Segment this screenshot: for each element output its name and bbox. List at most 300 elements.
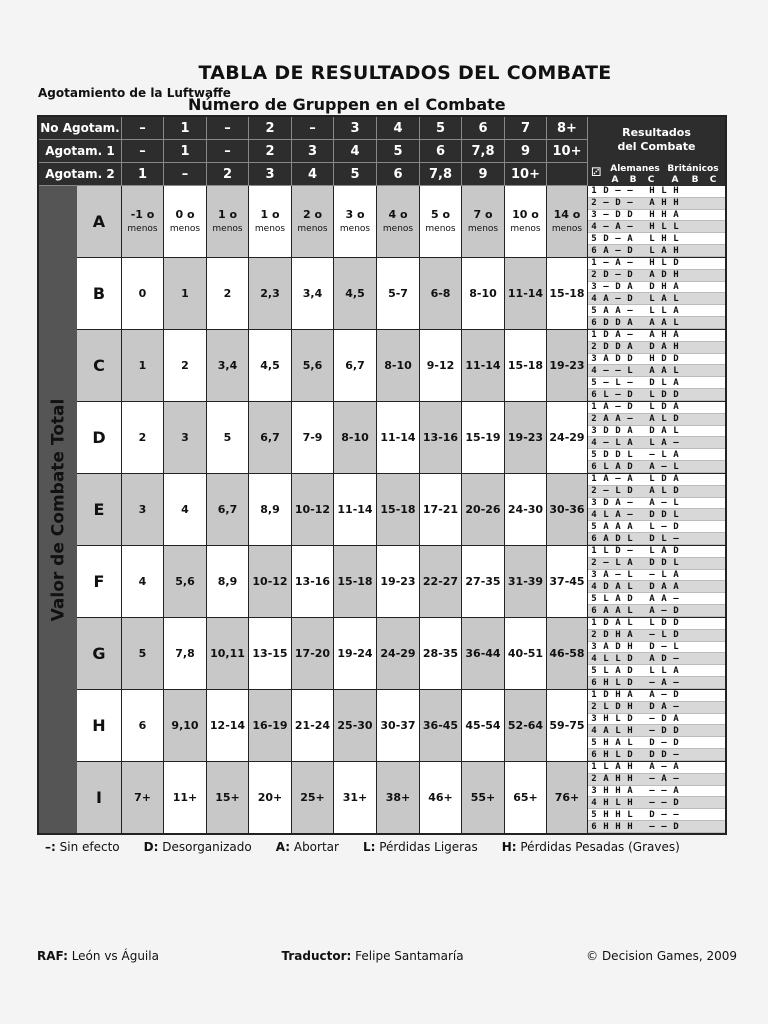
cell-value: 36-44 bbox=[465, 646, 501, 660]
result-line bbox=[588, 593, 725, 605]
result-value: – bbox=[603, 377, 609, 388]
table-cell bbox=[292, 546, 334, 617]
results-block bbox=[588, 546, 725, 617]
cell-value: 24-29 bbox=[380, 646, 416, 660]
result-value: D bbox=[673, 618, 679, 629]
legend bbox=[45, 840, 735, 854]
cell-value: 13-16 bbox=[422, 430, 459, 444]
table-row bbox=[77, 402, 725, 474]
header-cell: 3 bbox=[334, 117, 377, 140]
cell-value: 4,5 bbox=[345, 286, 365, 300]
result-value: A bbox=[603, 402, 609, 413]
result-value: L bbox=[649, 546, 655, 557]
result-value: D bbox=[603, 317, 609, 328]
result-value: A bbox=[615, 762, 621, 773]
cell-value: 3 bbox=[138, 502, 147, 516]
result-value: D bbox=[661, 749, 667, 760]
table-cell bbox=[505, 546, 547, 617]
cell-value: 15-18 bbox=[380, 502, 416, 516]
result-line bbox=[588, 365, 725, 377]
result-value: L bbox=[615, 653, 621, 664]
result-value: 4 bbox=[591, 797, 597, 808]
table-cell bbox=[462, 258, 505, 329]
result-value: 5 bbox=[591, 593, 597, 604]
cell-value: 8,9 bbox=[217, 574, 238, 588]
header-cell: 7,8 bbox=[420, 163, 462, 186]
result-line bbox=[588, 233, 725, 245]
result-value: D bbox=[649, 702, 655, 713]
result-value: A bbox=[615, 509, 621, 520]
header-cell: – bbox=[122, 140, 164, 163]
result-value: H bbox=[603, 786, 609, 797]
result-line bbox=[588, 618, 725, 630]
result-value: L bbox=[649, 233, 655, 244]
result-line bbox=[588, 426, 725, 438]
cell-value: 31-39 bbox=[507, 574, 544, 588]
header-row bbox=[39, 163, 588, 186]
table-cell bbox=[505, 330, 547, 401]
result-line bbox=[588, 186, 725, 198]
table-row bbox=[77, 330, 725, 402]
table-cell bbox=[420, 330, 462, 401]
table-cell bbox=[377, 258, 420, 329]
result-value: D bbox=[661, 725, 667, 736]
result-value: 4 bbox=[591, 653, 597, 664]
cell-value: 8,9 bbox=[260, 502, 280, 516]
table-cell bbox=[420, 690, 462, 761]
cell-value: 46-58 bbox=[549, 646, 585, 660]
result-value: D bbox=[603, 498, 609, 509]
result-value: – bbox=[649, 774, 655, 785]
result-value: – bbox=[649, 786, 655, 797]
result-line bbox=[588, 786, 725, 798]
result-value: 2 bbox=[591, 630, 597, 641]
result-value: 6 bbox=[591, 389, 597, 400]
cell-value: 9,10 bbox=[171, 718, 199, 732]
result-value: 5 bbox=[591, 449, 597, 460]
result-value: A bbox=[627, 521, 633, 532]
table-cell bbox=[207, 762, 249, 833]
result-value: L bbox=[627, 570, 633, 581]
table-cell bbox=[547, 186, 588, 257]
table-cell bbox=[292, 762, 334, 833]
result-value: – bbox=[615, 270, 621, 281]
table-cell bbox=[292, 402, 334, 473]
table-cell bbox=[164, 330, 207, 401]
cell-value: 9-12 bbox=[426, 358, 455, 372]
britanicos-label: Británicos bbox=[667, 163, 719, 174]
table-cell bbox=[164, 186, 207, 257]
result-value: D bbox=[603, 426, 609, 437]
result-line bbox=[588, 402, 725, 414]
result-value: D bbox=[673, 389, 679, 400]
result-value: L bbox=[673, 221, 679, 232]
result-value: D bbox=[615, 342, 621, 353]
table-cell bbox=[420, 402, 462, 473]
row-letter: I bbox=[77, 762, 122, 833]
cell-value: 5 bbox=[223, 430, 232, 444]
result-line bbox=[588, 690, 725, 702]
result-value: D bbox=[673, 354, 679, 365]
result-line bbox=[588, 653, 725, 665]
result-value: L bbox=[603, 665, 609, 676]
results-title bbox=[588, 117, 725, 163]
result-value: L bbox=[649, 293, 655, 304]
result-value: A bbox=[627, 342, 633, 353]
result-value: L bbox=[649, 618, 655, 629]
result-value: D bbox=[603, 330, 609, 341]
table-cell bbox=[420, 546, 462, 617]
gruppen-subtitle: Número de Gruppen en el Combate bbox=[188, 95, 506, 114]
cell-value: 15-19 bbox=[465, 430, 501, 444]
result-line bbox=[588, 605, 725, 617]
cell-value: 13-15 bbox=[252, 646, 288, 660]
result-value: A bbox=[627, 233, 633, 244]
result-line bbox=[588, 354, 725, 366]
luftwaffe-exhaustion-label: Agotamiento de la Luftwaffe bbox=[38, 86, 231, 100]
cell-value: 1 o bbox=[260, 207, 280, 221]
result-value: L bbox=[627, 449, 633, 460]
cell-note: menos bbox=[254, 223, 286, 234]
result-value: 1 bbox=[591, 402, 597, 413]
cell-value: 2 o bbox=[302, 207, 323, 221]
result-value: D bbox=[603, 186, 609, 197]
result-line bbox=[588, 809, 725, 821]
result-value: H bbox=[627, 725, 633, 736]
table-row bbox=[77, 474, 725, 546]
result-value: H bbox=[661, 198, 667, 209]
result-value: – bbox=[627, 305, 633, 316]
header-cell: 10+ bbox=[505, 163, 547, 186]
result-value: L bbox=[603, 762, 609, 773]
result-value: H bbox=[603, 797, 609, 808]
result-value: A bbox=[615, 737, 621, 748]
table-row bbox=[77, 258, 725, 330]
result-value: L bbox=[649, 474, 655, 485]
result-value: – bbox=[627, 509, 633, 520]
result-value: H bbox=[615, 774, 621, 785]
cell-note: menos bbox=[425, 223, 456, 234]
result-value: 1 bbox=[591, 762, 597, 773]
row-letter: A bbox=[77, 186, 122, 257]
result-line bbox=[588, 198, 725, 210]
row-letter: D bbox=[77, 402, 122, 473]
vertical-axis-label bbox=[39, 186, 77, 833]
cell-value: 5 o bbox=[430, 207, 451, 221]
legend-text: Abortar bbox=[293, 840, 339, 854]
result-value: H bbox=[673, 245, 679, 256]
cell-value: 7-9 bbox=[302, 430, 323, 444]
result-value: 4 bbox=[591, 437, 597, 448]
column-letter: B bbox=[629, 175, 637, 185]
result-value: D bbox=[627, 210, 633, 221]
table-cell bbox=[420, 618, 462, 689]
result-value: – bbox=[649, 570, 655, 581]
result-value: H bbox=[627, 702, 633, 713]
result-value: – bbox=[673, 533, 679, 544]
result-value: L bbox=[603, 546, 609, 557]
header-cell: – bbox=[122, 117, 164, 140]
cell-value: 76+ bbox=[554, 790, 580, 804]
result-value: A bbox=[603, 570, 609, 581]
result-value: D bbox=[649, 737, 655, 748]
header-cell: 7 bbox=[505, 117, 547, 140]
results-block bbox=[588, 618, 725, 689]
result-value: – bbox=[673, 653, 679, 664]
result-value: A bbox=[627, 786, 633, 797]
cell-value: 17-20 bbox=[294, 646, 331, 660]
result-value: H bbox=[603, 809, 609, 820]
result-value: – bbox=[603, 365, 609, 376]
result-value: H bbox=[615, 809, 621, 820]
cell-value: 37-45 bbox=[549, 574, 585, 588]
result-value: A bbox=[627, 282, 633, 293]
result-value: D bbox=[603, 690, 609, 701]
cell-value: 6,7 bbox=[260, 430, 280, 444]
table-cell bbox=[292, 186, 334, 257]
result-value: D bbox=[661, 402, 667, 413]
result-value: A bbox=[661, 365, 667, 376]
result-value: L bbox=[649, 665, 655, 676]
cell-note: menos bbox=[339, 223, 371, 234]
table-cell bbox=[207, 618, 249, 689]
result-value: A bbox=[649, 270, 655, 281]
result-line bbox=[588, 270, 725, 282]
result-value: H bbox=[673, 186, 679, 197]
result-line bbox=[588, 774, 725, 786]
result-value: – bbox=[603, 282, 609, 293]
page-title: TABLA DE RESULTADOS DEL COMBATE bbox=[198, 62, 612, 84]
result-value: D bbox=[673, 605, 679, 616]
result-value: D bbox=[603, 342, 609, 353]
result-value: H bbox=[627, 821, 633, 832]
cell-value: 4 bbox=[138, 574, 147, 588]
cell-value: 5,6 bbox=[302, 358, 323, 372]
cell-value: 6 bbox=[138, 718, 147, 732]
cell-value: 7 o bbox=[473, 207, 493, 221]
table-cell bbox=[207, 402, 249, 473]
cell-value: 30-37 bbox=[380, 718, 416, 732]
result-line bbox=[588, 749, 725, 761]
cell-value: 40-51 bbox=[507, 646, 544, 660]
result-value: A bbox=[661, 437, 667, 448]
row-letter: E bbox=[77, 474, 122, 545]
cell-value: 17-21 bbox=[422, 502, 459, 516]
result-value: A bbox=[603, 533, 609, 544]
column-letter: B bbox=[691, 175, 699, 185]
result-value: – bbox=[661, 521, 667, 532]
result-value: L bbox=[627, 737, 633, 748]
result-line bbox=[588, 558, 725, 570]
cell-value: 24-30 bbox=[507, 502, 544, 516]
result-value: L bbox=[603, 509, 609, 520]
result-value: – bbox=[673, 809, 679, 820]
result-value: A bbox=[603, 642, 609, 653]
result-line bbox=[588, 570, 725, 582]
result-value: 6 bbox=[591, 245, 597, 256]
table-row bbox=[77, 546, 725, 618]
result-line bbox=[588, 737, 725, 749]
result-value: D bbox=[661, 509, 667, 520]
result-value: D bbox=[627, 245, 633, 256]
result-value: D bbox=[661, 270, 667, 281]
cell-note: menos bbox=[467, 223, 499, 234]
result-value: L bbox=[661, 449, 667, 460]
result-value: L bbox=[661, 665, 667, 676]
result-value: 2 bbox=[591, 414, 597, 425]
result-line bbox=[588, 486, 725, 498]
cell-value: 6,7 bbox=[345, 358, 365, 372]
result-value: D bbox=[673, 690, 679, 701]
result-value: A bbox=[627, 474, 633, 485]
result-value: A bbox=[615, 498, 621, 509]
cell-value: 59-75 bbox=[549, 718, 585, 732]
table-cell bbox=[249, 546, 292, 617]
table-cell bbox=[122, 762, 164, 833]
result-value: – bbox=[615, 233, 621, 244]
cell-value: 2 bbox=[223, 286, 232, 300]
result-value: 5 bbox=[591, 521, 597, 532]
result-value: A bbox=[673, 210, 679, 221]
result-value: D bbox=[673, 797, 679, 808]
header-cell: 4 bbox=[377, 117, 420, 140]
result-value: L bbox=[673, 642, 679, 653]
result-value: 1 bbox=[591, 258, 597, 269]
result-value: D bbox=[673, 737, 679, 748]
cell-value: 15-18 bbox=[507, 358, 544, 372]
table-cell bbox=[505, 258, 547, 329]
header-cell: 5 bbox=[334, 163, 377, 186]
result-value: 1 bbox=[591, 546, 597, 557]
results-block bbox=[588, 402, 725, 473]
results-header bbox=[588, 163, 725, 186]
result-value: H bbox=[661, 330, 667, 341]
result-value: 2 bbox=[591, 558, 597, 569]
header-cell: 3 bbox=[292, 140, 334, 163]
cell-value: 2 bbox=[181, 358, 189, 372]
cell-value: 11-14 bbox=[507, 286, 544, 300]
result-value: – bbox=[673, 702, 679, 713]
result-value: D bbox=[673, 258, 679, 269]
header-cell: 6 bbox=[377, 163, 420, 186]
header-cell: 8+ bbox=[547, 117, 588, 140]
result-value: L bbox=[603, 461, 609, 472]
header-cell: 4 bbox=[292, 163, 334, 186]
cell-value: 15-18 bbox=[337, 574, 373, 588]
cell-value: 11-14 bbox=[337, 502, 373, 516]
cell-value: 24-29 bbox=[549, 430, 585, 444]
result-value: H bbox=[615, 690, 621, 701]
result-value: D bbox=[615, 198, 621, 209]
cell-value: 28-35 bbox=[422, 646, 459, 660]
table-cell bbox=[292, 258, 334, 329]
result-value: L bbox=[673, 317, 679, 328]
column-letter: C bbox=[647, 175, 655, 185]
result-value: – bbox=[649, 714, 655, 725]
result-value: L bbox=[615, 714, 621, 725]
cell-value: 2 bbox=[138, 430, 147, 444]
result-value: D bbox=[627, 389, 633, 400]
result-value: – bbox=[661, 821, 667, 832]
table-cell bbox=[249, 690, 292, 761]
cell-value: 4 bbox=[181, 502, 189, 516]
result-value: D bbox=[649, 377, 655, 388]
result-value: D bbox=[649, 282, 655, 293]
result-value: A bbox=[673, 449, 679, 460]
result-value: – bbox=[649, 725, 655, 736]
result-value: – bbox=[673, 774, 679, 785]
result-line bbox=[588, 642, 725, 654]
table-cell bbox=[122, 546, 164, 617]
result-value: 4 bbox=[591, 509, 597, 520]
result-value: H bbox=[649, 210, 655, 221]
result-value: L bbox=[615, 437, 621, 448]
legend-key: L: bbox=[362, 840, 376, 854]
result-value: D bbox=[661, 474, 667, 485]
cell-value: 11+ bbox=[172, 790, 198, 804]
result-value: A bbox=[673, 786, 679, 797]
result-value: A bbox=[649, 198, 655, 209]
result-line bbox=[588, 474, 725, 486]
table-cell bbox=[334, 258, 377, 329]
table-cell bbox=[164, 474, 207, 545]
result-value: 3 bbox=[591, 426, 597, 437]
header-cell: – bbox=[164, 163, 207, 186]
result-value: H bbox=[649, 354, 655, 365]
cell-value: 19-23 bbox=[507, 430, 544, 444]
result-value: D bbox=[661, 354, 667, 365]
result-value: D bbox=[627, 665, 633, 676]
legend-text: Sin efecto bbox=[59, 840, 120, 854]
result-value: D bbox=[627, 653, 633, 664]
cell-value: 4,5 bbox=[260, 358, 280, 372]
result-value: A bbox=[603, 521, 609, 532]
result-value: – bbox=[627, 330, 633, 341]
result-value: – bbox=[627, 198, 633, 209]
result-value: A bbox=[603, 305, 609, 316]
result-value: H bbox=[661, 233, 667, 244]
result-value: A bbox=[673, 402, 679, 413]
result-line bbox=[588, 461, 725, 473]
header-cell: 2 bbox=[249, 117, 292, 140]
result-value: – bbox=[673, 677, 679, 688]
table-cell bbox=[249, 402, 292, 473]
cell-note: menos bbox=[169, 223, 201, 234]
result-value: H bbox=[627, 762, 633, 773]
cell-value: 6-8 bbox=[430, 286, 451, 300]
header-cell: 2 bbox=[207, 163, 249, 186]
table-cell bbox=[505, 186, 547, 257]
cell-value: 15-18 bbox=[549, 286, 585, 300]
result-value: D bbox=[615, 449, 621, 460]
cell-value: 10-12 bbox=[252, 574, 288, 588]
result-value: D bbox=[649, 509, 655, 520]
header-cell: 4 bbox=[334, 140, 377, 163]
result-value: H bbox=[649, 186, 655, 197]
combat-table bbox=[37, 115, 727, 835]
table-cell bbox=[207, 258, 249, 329]
cell-value: 19-23 bbox=[380, 574, 416, 588]
result-value: L bbox=[673, 558, 679, 569]
table-cell bbox=[249, 762, 292, 833]
result-value: A bbox=[673, 581, 679, 592]
result-value: A bbox=[673, 570, 679, 581]
cell-value: 31+ bbox=[342, 790, 368, 804]
result-value: D bbox=[603, 618, 609, 629]
result-value: 5 bbox=[591, 233, 597, 244]
result-value: – bbox=[615, 245, 621, 256]
result-value: – bbox=[615, 389, 621, 400]
